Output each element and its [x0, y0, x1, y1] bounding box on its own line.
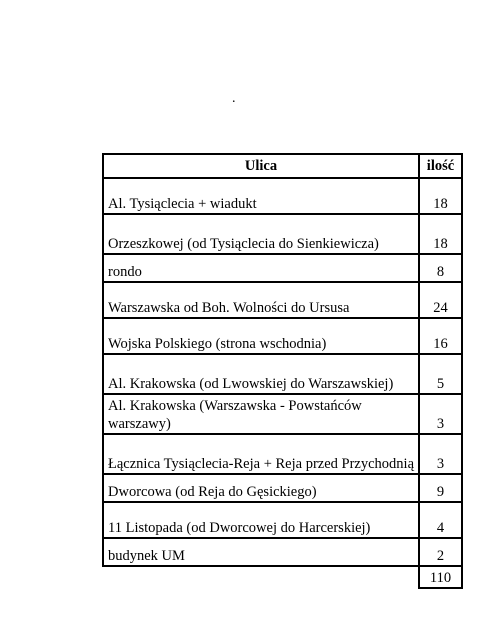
table-row: [103, 394, 462, 434]
table-row: [103, 254, 462, 282]
street-count: 5: [419, 354, 462, 394]
total-row: [103, 566, 462, 588]
table-row: [103, 502, 462, 538]
total-count: 110: [419, 566, 462, 588]
table-row: [103, 318, 462, 354]
street-name: 11 Listopada (od Dworcowej do Harcerskiej): [103, 502, 419, 538]
street-count: 18: [419, 178, 462, 214]
street-name: Al. Krakowska (od Lwowskiej do Warszawskiej): [103, 354, 419, 394]
count-column-header: ilość: [419, 154, 462, 178]
street-count: 9: [419, 474, 462, 502]
street-count: 24: [419, 282, 462, 318]
street-count: 8: [419, 254, 462, 282]
table-row: [103, 538, 462, 566]
street-name: Warszawska od Boh. Wolności do Ursusa: [103, 282, 419, 318]
street-count: 16: [419, 318, 462, 354]
street-count: 3: [419, 434, 462, 474]
table-row: [103, 434, 462, 474]
street-count-table: [102, 153, 463, 589]
street-name: Al. Krakowska (Warszawska - Powstańców warszawy): [103, 394, 419, 434]
street-count: 2: [419, 538, 462, 566]
street-count: 3: [419, 394, 462, 434]
street-name: Orzeszkowej (od Tysiąclecia do Sienkiewicza): [103, 214, 419, 254]
street-name: Dworcowa (od Reja do Gęsickiego): [103, 474, 419, 502]
street-name: budynek UM: [103, 538, 419, 566]
street-name: rondo: [103, 254, 419, 282]
street-name: Łącznica Tysiąclecia-Reja + Reja przed Przychodnią: [103, 434, 419, 474]
street-name: Al. Tysiąclecia + wiadukt: [103, 178, 419, 214]
table-row: [103, 178, 462, 214]
street-count: 18: [419, 214, 462, 254]
street-count: 4: [419, 502, 462, 538]
total-spacer: [103, 566, 419, 588]
table-row: [103, 282, 462, 318]
street-column-header: Ulica: [103, 154, 419, 178]
stray-dot: .: [232, 91, 236, 106]
street-name: Wojska Polskiego (strona wschodnia): [103, 318, 419, 354]
table-row: [103, 214, 462, 254]
table-row: [103, 354, 462, 394]
table-row: [103, 474, 462, 502]
table-header-row: [103, 154, 462, 178]
